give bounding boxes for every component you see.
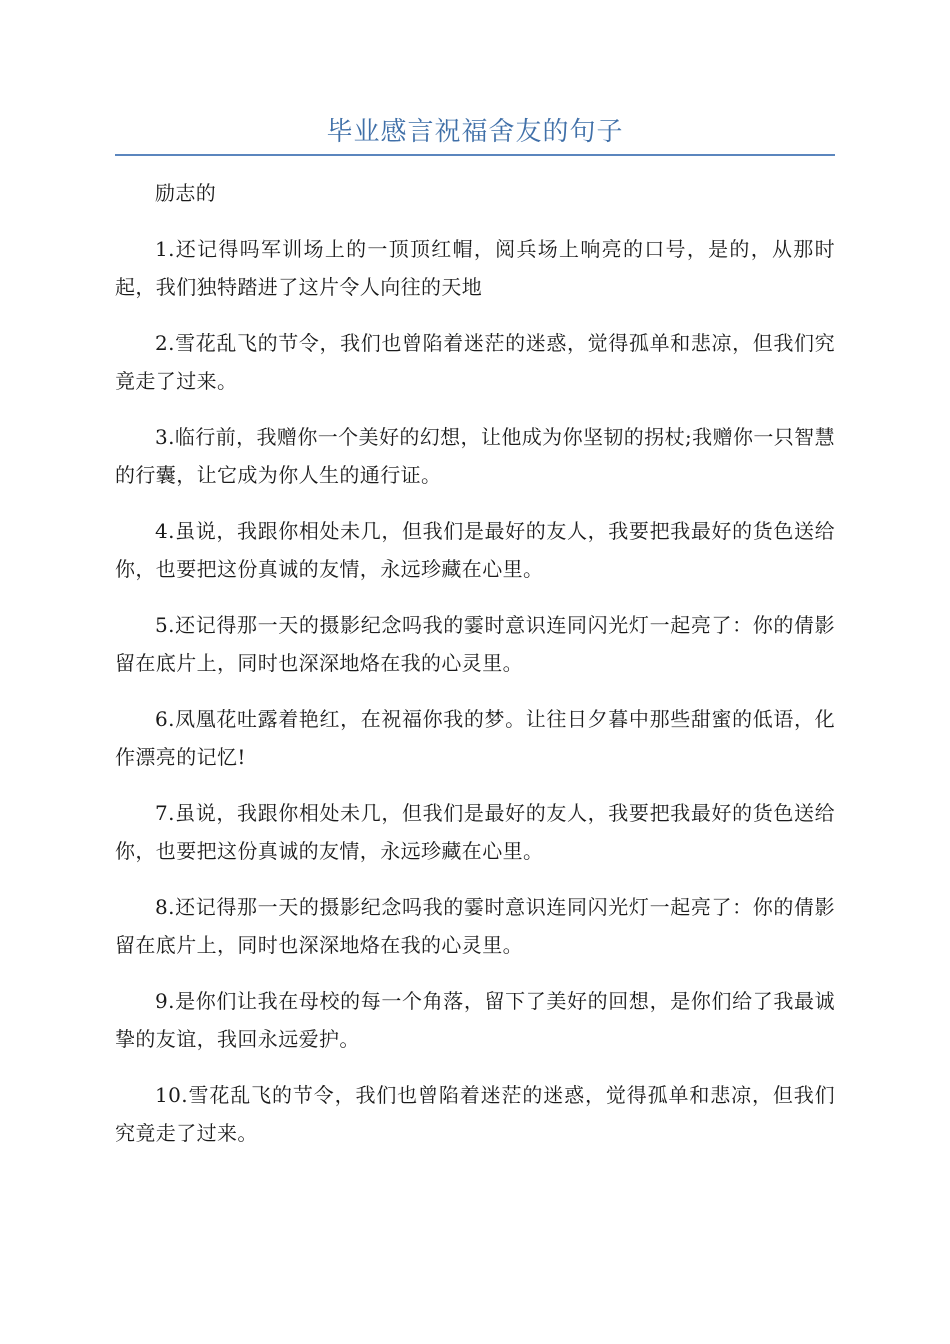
paragraph-5: 5.还记得那一天的摄影纪念吗我的霎时意识连同闪光灯一起亮了：你的倩影留在底片上，同时也深深地烙在我的心灵里。 bbox=[115, 613, 835, 675]
section-label: 励志的 bbox=[155, 181, 217, 205]
paragraph-6: 6.凤凰花吐露着艳红，在祝福你我的梦。让往日夕暮中那些甜蜜的低语，化作漂亮的记忆! bbox=[115, 707, 835, 769]
paragraph-3: 3.临行前，我赠你一个美好的幻想，让他成为你坚韧的拐杖;我赠你一只智慧的行囊，让它成为你人生的通行证。 bbox=[115, 425, 835, 487]
title-underline bbox=[115, 154, 835, 156]
document-body bbox=[115, 174, 835, 1170]
paragraph-8: 8.还记得那一天的摄影纪念吗我的霎时意识连同闪光灯一起亮了：你的倩影留在底片上，同时也深深地烙在我的心灵里。 bbox=[115, 895, 835, 957]
paragraph-2: 2.雪花乱飞的节令，我们也曾陷着迷茫的迷惑，觉得孤单和悲凉，但我们究竟走了过来。 bbox=[115, 331, 835, 393]
paragraph-1: 1.还记得吗军训场上的一顶顶红帽，阅兵场上响亮的口号，是的，从那时起，我们独特踏进了这片令人向往的天地 bbox=[115, 237, 835, 299]
paragraph-4: 4.虽说，我跟你相处未几，但我们是最好的友人，我要把我最好的货色送给你，也要把这份真诚的友情，永远珍藏在心里。 bbox=[115, 519, 835, 581]
paragraph-10: 10.雪花乱飞的节令，我们也曾陷着迷茫的迷惑，觉得孤单和悲凉，但我们究竟走了过来。 bbox=[115, 1083, 835, 1145]
paragraph-7: 7.虽说，我跟你相处未几，但我们是最好的友人，我要把我最好的货色送给你，也要把这份真诚的友情，永远珍藏在心里。 bbox=[115, 801, 835, 863]
page-title: 毕业感言祝福舍友的句子 bbox=[326, 117, 624, 147]
paragraph-9: 9.是你们让我在母校的每一个角落，留下了美好的回想，是你们给了我最诚挚的友谊，我回永远爱护。 bbox=[115, 989, 835, 1051]
